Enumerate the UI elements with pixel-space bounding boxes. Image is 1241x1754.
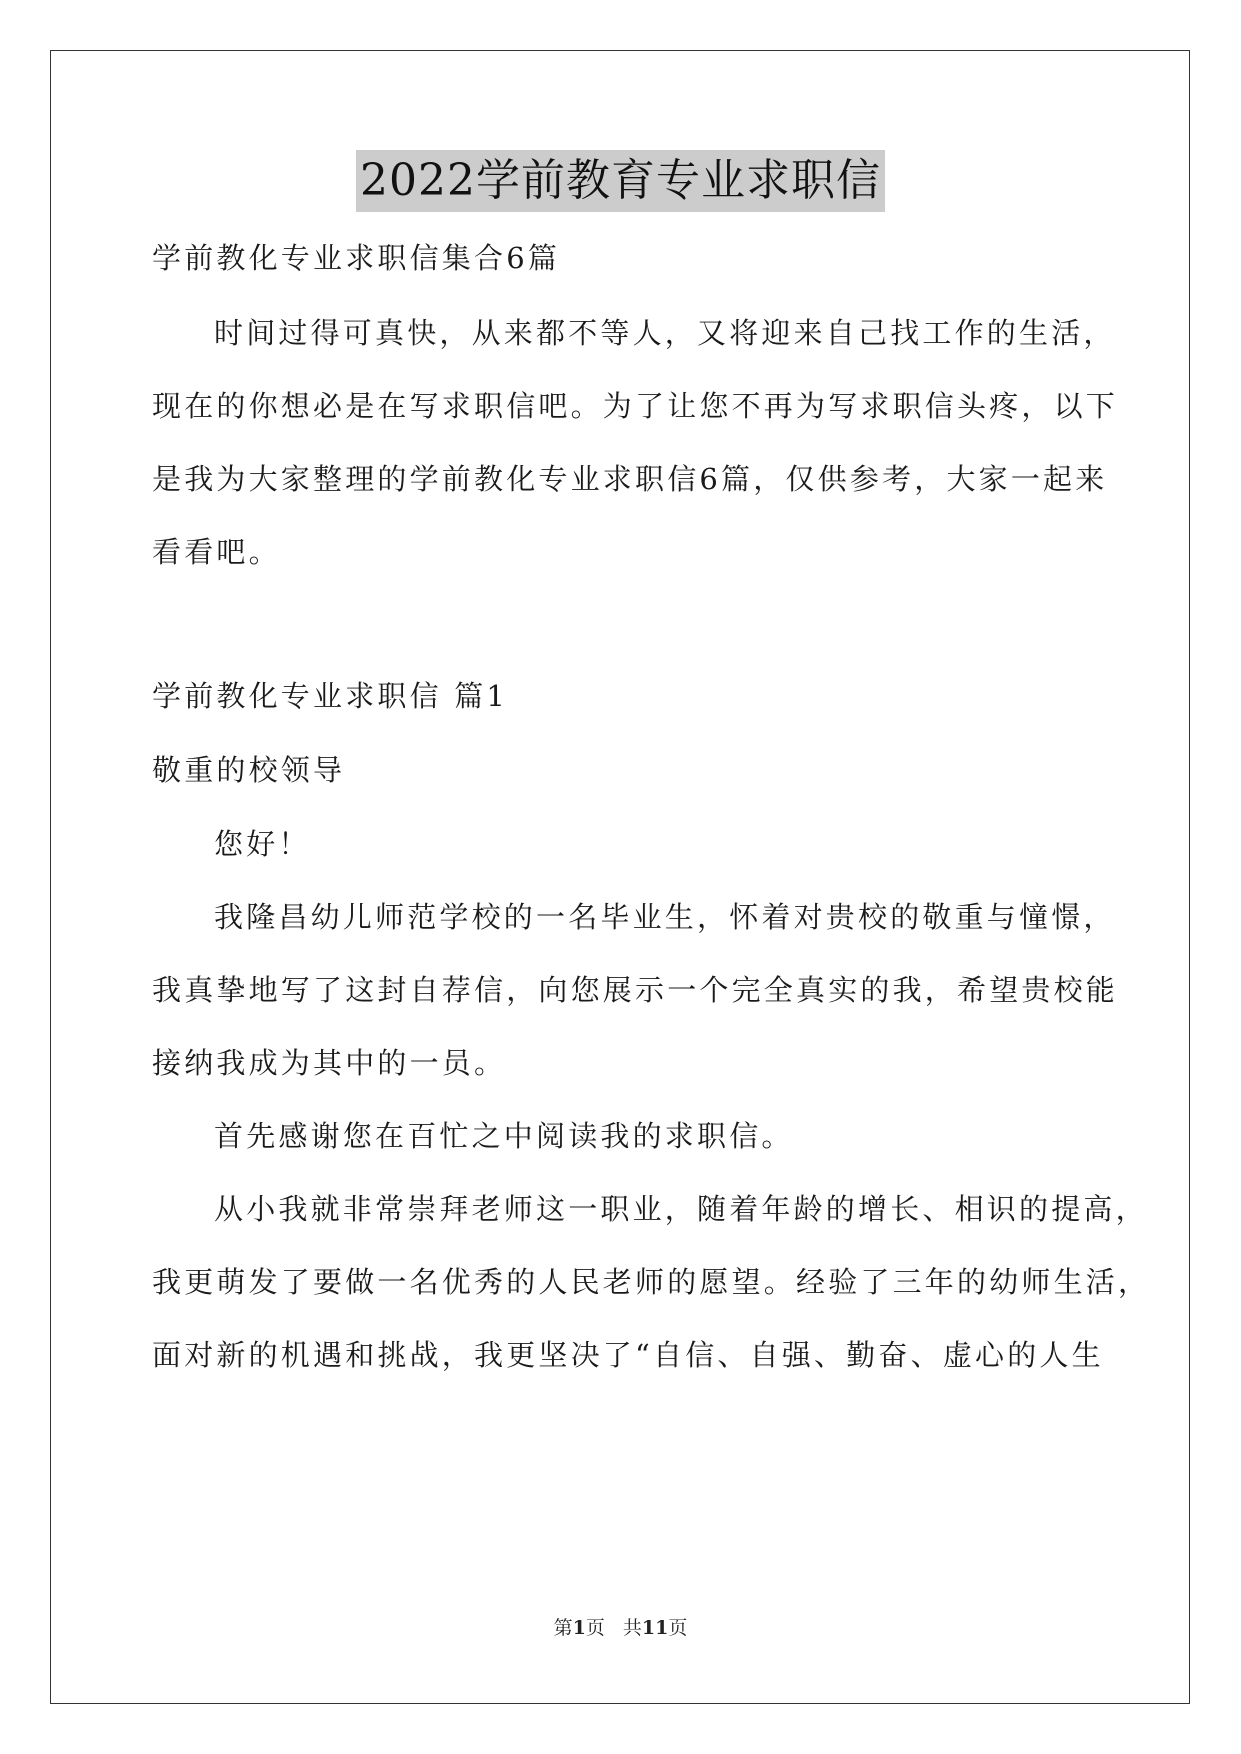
footer-page-suffix: 页 — [585, 1617, 605, 1639]
page-border — [50, 50, 1190, 1704]
paragraph-line-2: 我真挚地写了这封自荐信，向您展示一个完全真实的我，希望贵校能 — [152, 973, 1119, 1007]
page-footer — [0, 1614, 1241, 1642]
subtitle: 学前教化专业求职信集合6篇 — [152, 241, 561, 275]
paragraph-line-5: 从小我就非常崇拜老师这一职业，随着年龄的增长、相识的提高， — [214, 1192, 1148, 1226]
paragraph-line-6: 我更萌发了要做一名优秀的人民老师的愿望。经验了三年的幼师生活， — [152, 1265, 1151, 1299]
footer-page-number: 1 — [572, 1617, 586, 1639]
salutation: 敬重的校领导 — [152, 753, 346, 787]
paragraph-line-4: 首先感谢您在百忙之中阅读我的求职信。 — [214, 1119, 794, 1153]
footer-prefix: 第 — [553, 1617, 573, 1639]
intro-line-1: 时间过得可真快，从来都不等人，又将迎来自己找工作的生活， — [214, 316, 1116, 350]
footer-total-suffix: 页 — [668, 1617, 688, 1639]
intro-line-2: 现在的你想必是在写求职信吧。为了让您不再为写求职信头疼，以下 — [152, 389, 1119, 423]
footer-total-pages: 11 — [641, 1617, 669, 1639]
footer-total-prefix: 共 — [622, 1617, 642, 1639]
paragraph-line-1: 我隆昌幼儿师范学校的一名毕业生，怀着对贵校的敬重与憧憬， — [214, 900, 1116, 934]
paragraph-line-3: 接纳我成为其中的一员。 — [152, 1046, 507, 1080]
title-wrap — [0, 150, 1241, 212]
document-title: 2022学前教育专业求职信 — [356, 150, 885, 212]
intro-line-4: 看看吧。 — [152, 535, 281, 569]
intro-line-3: 是我为大家整理的学前教化专业求职信6篇，仅供参考，大家一起来 — [152, 462, 1108, 496]
paragraph-line-7: 面对新的机遇和挑战，我更坚决了“自信、自强、勤奋、虚心的人生 — [152, 1338, 1104, 1372]
greeting: 您好！ — [214, 827, 311, 861]
section-heading: 学前教化专业求职信 篇1 — [152, 679, 509, 713]
